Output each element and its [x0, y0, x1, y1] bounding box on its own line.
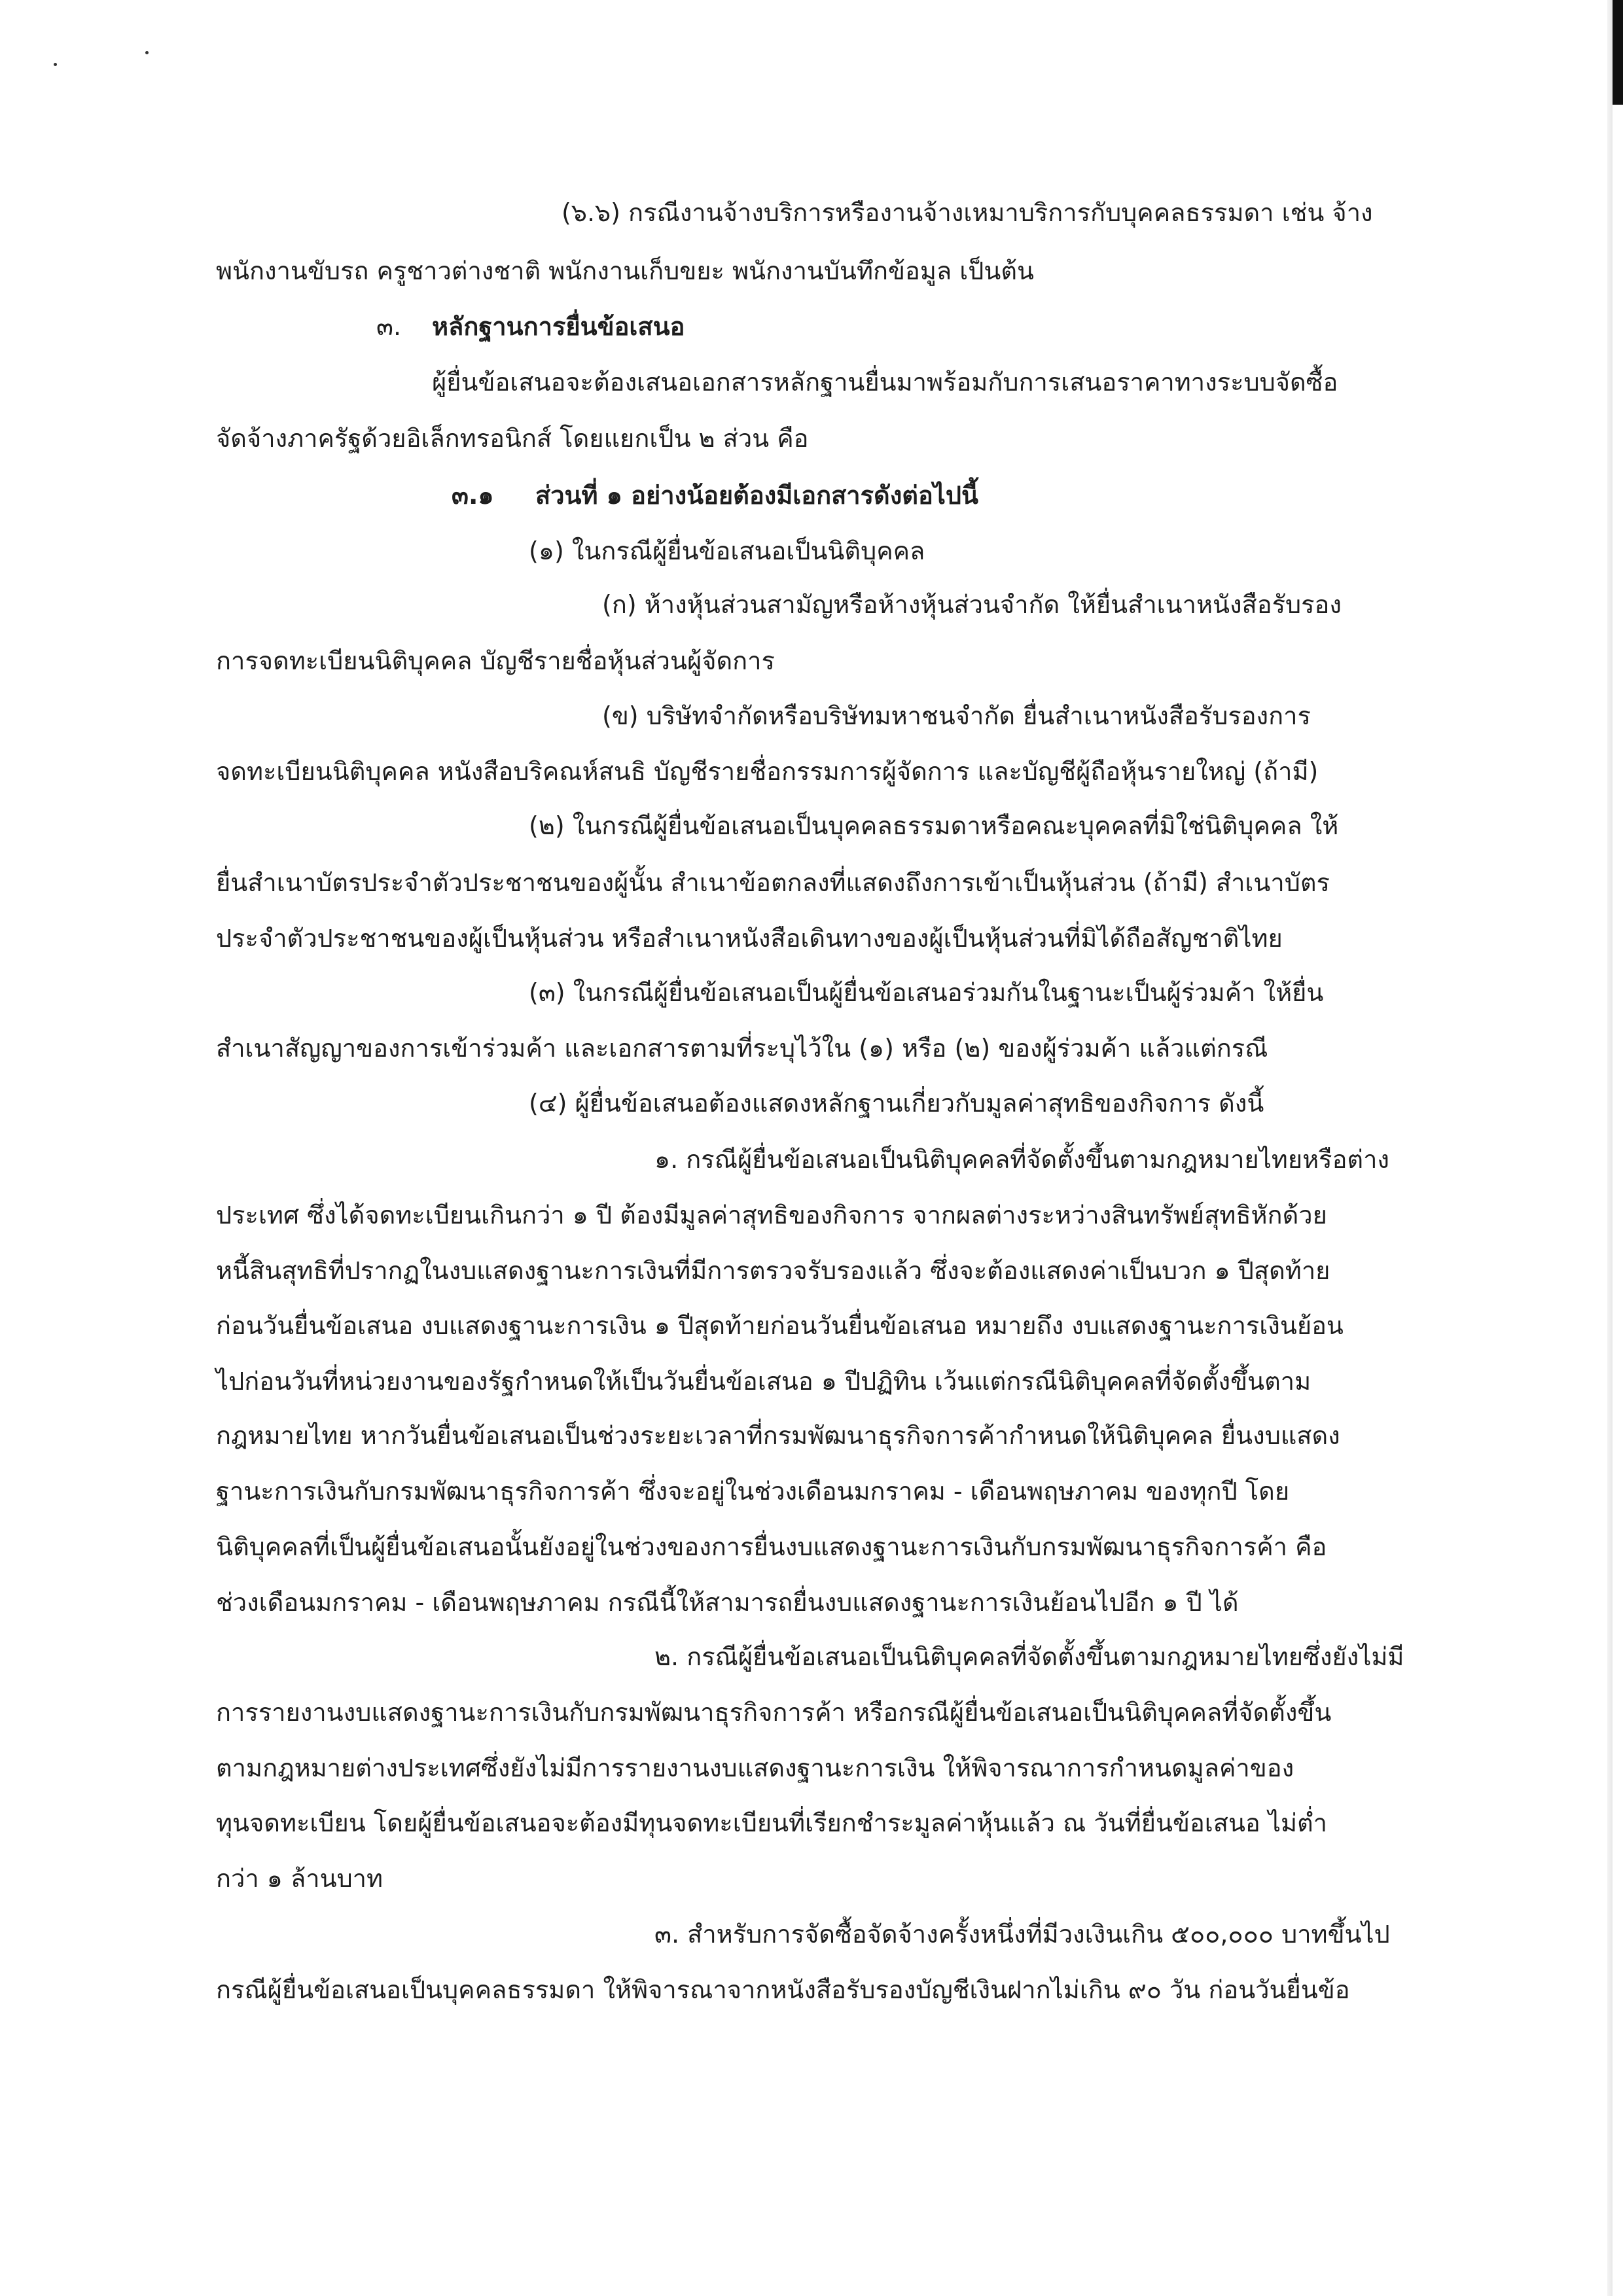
text-line: การรายงานงบแสดงฐานะการเงินกับกรมพัฒนาธุรกิจการค้า หรือกรณีผู้ยื่นข้อเสนอเป็นนิติบุคคลที่จัดตั้งขึ้น [216, 1698, 1332, 1727]
text-line: นิติบุคคลที่เป็นผู้ยื่นข้อเสนอนั้นยังอยู่ในช่วงของการยื่นงบแสดงฐานะการเงินกับกรมพัฒนาธุรกิจการค้า คือ [216, 1532, 1327, 1561]
text-line: กรณีผู้ยื่นข้อเสนอเป็นบุคคลธรรมดา ให้พิจารณาจากหนังสือรับรองบัญชีเงินฝากไม่เกิน ๙๐ วัน ก่อนวันยื่นข้อ [216, 1975, 1350, 2004]
section-heading: หลักฐานการยื่นข้อเสนอ [432, 312, 685, 341]
text-line: หนี้สินสุทธิที่ปรากฏในงบแสดงฐานะการเงินที่มีการตรวจรับรองแล้ว ซึ่งจะต้องแสดงค่าเป็นบวก ๑ ปีสุดท้าย [216, 1256, 1330, 1285]
text-line: ๑. กรณีผู้ยื่นข้อเสนอเป็นนิติบุคคลที่จัดตั้งขึ้นตามกฎหมายไทยหรือต่าง [654, 1145, 1389, 1174]
text-line: ไปก่อนวันที่หน่วยงานของรัฐกำหนดให้เป็นวันยื่นข้อเสนอ ๑ ปีปฏิทิน เว้นแต่กรณีนิติบุคคลที่จัดตั้งขึ้นตาม [216, 1367, 1311, 1396]
scan-edge-shadow [1607, 0, 1613, 2296]
text-line: ประจำตัวประชาชนของผู้เป็นหุ้นส่วน หรือสำเนาหนังสือเดินทางของผู้เป็นหุ้นส่วนที่มิได้ถือสัญชาติไทย [216, 924, 1283, 953]
text-line: จดทะเบียนนิติบุคคล หนังสือบริคณห์สนธิ บัญชีรายชื่อกรรมการผู้จัดการ และบัญชีผู้ถือหุ้นรายใหญ่ (ถ้ามี) [216, 757, 1319, 786]
text-line: ช่วงเดือนมกราคม - เดือนพฤษภาคม กรณีนี้ให้สามารถยื่นงบแสดงฐานะการเงินย้อนไปอีก ๑ ปี ได้ [216, 1588, 1239, 1617]
text-line: (๔) ผู้ยื่นข้อเสนอต้องแสดงหลักฐานเกี่ยวกับมูลค่าสุทธิของกิจการ ดังนี้ [529, 1089, 1264, 1118]
subsection-number: ๓.๑ [452, 481, 494, 510]
text-line: (๖.๖) กรณีงานจ้างบริการหรืองานจ้างเหมาบริการกับบุคคลธรรมดา เช่น จ้าง [562, 198, 1373, 227]
text-line: สำเนาสัญญาของการเข้าร่วมค้า และเอกสารตามที่ระบุไว้ใน (๑) หรือ (๒) ของผู้ร่วมค้า แล้วแต่กรณี [216, 1034, 1268, 1063]
text-line: การจดทะเบียนนิติบุคคล บัญชีรายชื่อหุ้นส่วนผู้จัดการ [216, 646, 775, 675]
subsection-heading: ส่วนที่ ๑ อย่างน้อยต้องมีเอกสารดังต่อไปนี้ [535, 481, 978, 510]
text-line: ตามกฎหมายต่างประเทศซึ่งยังไม่มีการรายงานงบแสดงฐานะการเงิน ให้พิจารณาการกำหนดมูลค่าของ [216, 1754, 1294, 1782]
text-line: ทุนจดทะเบียน โดยผู้ยื่นข้อเสนอจะต้องมีทุนจดทะเบียนที่เรียกชำระมูลค่าหุ้นแล้ว ณ วันที่ยื่นข้อเสนอ ไม่ต่ำ [216, 1809, 1328, 1837]
text-line: พนักงานขับรถ ครูชาวต่างชาติ พนักงานเก็บขยะ พนักงานบันทึกข้อมูล เป็นต้น [216, 256, 1035, 285]
text-line: จัดจ้างภาครัฐด้วยอิเล็กทรอนิกส์ โดยแยกเป็น ๒ ส่วน คือ [216, 424, 809, 453]
section-number: ๓. [376, 312, 402, 341]
text-line: ก่อนวันยื่นข้อเสนอ งบแสดงฐานะการเงิน ๑ ปีสุดท้ายก่อนวันยื่นข้อเสนอ หมายถึง งบแสดงฐานะการเงินย้อน [216, 1311, 1344, 1340]
text-line: ๒. กรณีผู้ยื่นข้อเสนอเป็นนิติบุคคลที่จัดตั้งขึ้นตามกฎหมายไทยซึ่งยังไม่มี [654, 1642, 1404, 1671]
text-line: กฎหมายไทย หากวันยื่นข้อเสนอเป็นช่วงระยะเวลาที่กรมพัฒนาธุรกิจการค้ากำหนดให้นิติบุคคล ยื่นงบแสดง [216, 1421, 1340, 1450]
scan-speck [145, 51, 149, 54]
text-line: ยื่นสำเนาบัตรประจำตัวประชาชนของผู้นั้น สำเนาข้อตกลงที่แสดงถึงการเข้าเป็นหุ้นส่วน (ถ้ามี) สำเนาบัตร [216, 868, 1330, 897]
scan-edge-mark [1613, 0, 1623, 105]
text-line: (๒) ในกรณีผู้ยื่นข้อเสนอเป็นบุคคลธรรมดาหรือคณะบุคคลที่มิใช่นิติบุคคล ให้ [529, 811, 1339, 840]
text-line: (ข) บริษัทจำกัดหรือบริษัทมหาชนจำกัด ยื่นสำเนาหนังสือรับรองการ [602, 701, 1311, 730]
scan-speck [54, 63, 57, 66]
text-line: ผู้ยื่นข้อเสนอจะต้องเสนอเอกสารหลักฐานยื่นมาพร้อมกับการเสนอราคาทางระบบจัดซื้อ [432, 368, 1338, 397]
text-line: (ก) ห้างหุ้นส่วนสามัญหรือห้างหุ้นส่วนจำกัด ให้ยื่นสำเนาหนังสือรับรอง [602, 590, 1342, 619]
text-line: กว่า ๑ ล้านบาท [216, 1864, 383, 1893]
text-line: (๓) ในกรณีผู้ยื่นข้อเสนอเป็นผู้ยื่นข้อเสนอร่วมกันในฐานะเป็นผู้ร่วมค้า ให้ยื่น [529, 978, 1324, 1007]
text-line: (๑) ในกรณีผู้ยื่นข้อเสนอเป็นนิติบุคคล [529, 537, 925, 565]
text-line: ๓. สำหรับการจัดซื้อจัดจ้างครั้งหนึ่งที่มีวงเงินเกิน ๕๐๐,๐๐๐ บาทขึ้นไป [654, 1920, 1390, 1949]
text-line: ฐานะการเงินกับกรมพัฒนาธุรกิจการค้า ซึ่งจะอยู่ในช่วงเดือนมกราคม - เดือนพฤษภาคม ของทุกปี โดย [216, 1477, 1290, 1506]
text-line: ประเทศ ซึ่งได้จดทะเบียนเกินกว่า ๑ ปี ต้องมีมูลค่าสุทธิของกิจการ จากผลต่างระหว่างสินทรัพย์สุทธิหักด้วย [216, 1201, 1327, 1229]
